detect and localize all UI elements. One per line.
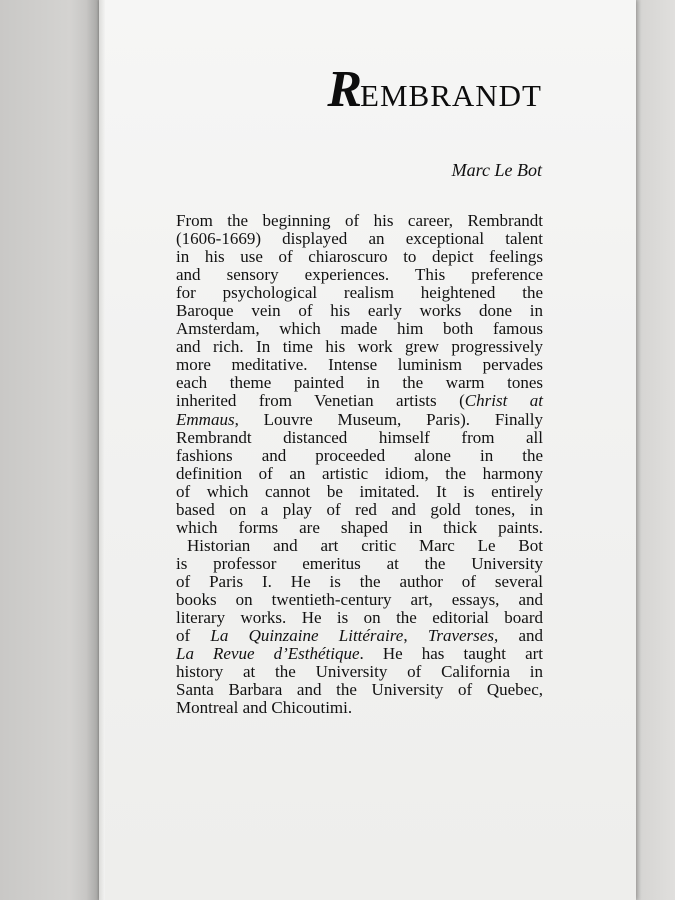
blurb-line — [176, 230, 543, 248]
blurb-line — [176, 447, 543, 465]
blurb-text-run: Baroque vein of his early works done in — [176, 301, 543, 321]
background-wall-left — [0, 0, 100, 900]
blurb-text-run: books on twentieth-century art, essays, and — [176, 589, 543, 609]
blurb-line — [176, 537, 543, 555]
blurb-line — [176, 266, 543, 284]
blurb-text-run: Amsterdam, which made him both famous — [176, 319, 543, 339]
blurb-text-run: of — [176, 626, 211, 646]
blurb-line — [176, 699, 543, 717]
blurb-text-run: of Paris I. He is the author of several — [176, 571, 543, 591]
blurb-line — [176, 429, 543, 447]
blurb-text-run: for psychological realism heightened the — [176, 283, 543, 303]
book-title-initial: R — [327, 61, 361, 118]
blurb-line — [176, 338, 543, 356]
blurb-line — [176, 356, 543, 374]
blurb-line — [176, 483, 543, 501]
blurb-line — [176, 627, 543, 645]
blurb-line — [176, 645, 543, 663]
blurb-text-run: inherited from Venetian artists ( — [176, 391, 465, 411]
blurb-text-run: is professor emeritus at the University — [176, 553, 543, 573]
blurb-text-run: (1606-1669) displayed an exceptional talent — [176, 229, 543, 249]
blurb-text-run: From the beginning of his career, Rembrandt — [176, 211, 543, 230]
blurb-line — [176, 374, 543, 392]
blurb-line — [176, 573, 543, 591]
book-jacket-flap — [99, 0, 636, 900]
blurb-text-run: and sensory experiences. This preference — [176, 265, 543, 285]
blurb-text-run: Montreal and Chicoutimi. — [176, 698, 353, 718]
blurb-text-run: , — [403, 626, 428, 646]
blurb-line — [176, 284, 543, 302]
blurb-line — [176, 663, 543, 681]
book-title-rest: EMBRANDT — [360, 78, 542, 113]
blurb-line — [176, 248, 543, 266]
blurb-line — [176, 465, 543, 483]
blurb-line — [176, 320, 543, 338]
blurb-text-run: and rich. In time his work grew progressively — [176, 337, 543, 357]
blurb-line — [176, 212, 543, 230]
blurb-line — [176, 302, 543, 320]
blurb-text-run: literary works. He is on the editorial board — [176, 608, 543, 628]
blurb-line — [176, 411, 543, 429]
blurb-text-run: , and — [493, 626, 544, 646]
blurb-text-run: Rembrandt distanced himself from all — [176, 427, 543, 447]
blurb-text-run: Santa Barbara and the University of Quebec, — [176, 680, 543, 700]
author-name: Marc Le Bot — [451, 160, 542, 180]
blurb-italic-text: La Revue d’Esthétique — [176, 644, 360, 664]
blurb-text-run: . He has taught art — [359, 644, 543, 664]
blurb-text-run: Historian and art critic Marc Le Bot — [187, 535, 543, 555]
jacket-fold-edge — [99, 0, 105, 900]
blurb-italic-text: La Quinzaine Littéraire — [210, 626, 404, 646]
blurb-text-run: based on a play of red and gold tones, in — [176, 499, 543, 519]
blurb-text-run: fashions and proceeded alone in the — [176, 445, 543, 465]
blurb-line — [176, 501, 543, 519]
blurb-text-run: , Louvre Museum, Paris). Finally — [234, 409, 543, 429]
blurb-italic-text: Christ at — [464, 391, 543, 411]
book-title — [327, 61, 542, 118]
blurb-line — [176, 555, 543, 573]
blurb-line — [176, 392, 543, 410]
blurb-text-run: definition of an artistic idiom, the harmony — [176, 463, 543, 483]
blurb-line — [176, 591, 543, 609]
blurb-text-run: more meditative. Intense luminism pervades — [176, 355, 543, 375]
blurb-italic-text: Emmaus — [176, 409, 235, 429]
blurb-line — [176, 609, 543, 627]
background-wall-right — [633, 0, 675, 900]
blurb-text-run: history at the University of California in — [176, 662, 543, 682]
blurb-line — [176, 519, 543, 537]
blurb-text-run: each theme painted in the warm tones — [176, 373, 543, 393]
blurb-italic-text: Traverses — [427, 626, 494, 646]
blurb-line — [176, 681, 543, 699]
blurb-text-run: in his use of chiaroscuro to depict feelings — [176, 247, 543, 267]
blurb-text — [176, 212, 543, 717]
blurb-text-run: of which cannot be imitated. It is entirely — [176, 481, 543, 501]
blurb-text-run: which forms are shaped in thick paints. — [176, 517, 543, 537]
